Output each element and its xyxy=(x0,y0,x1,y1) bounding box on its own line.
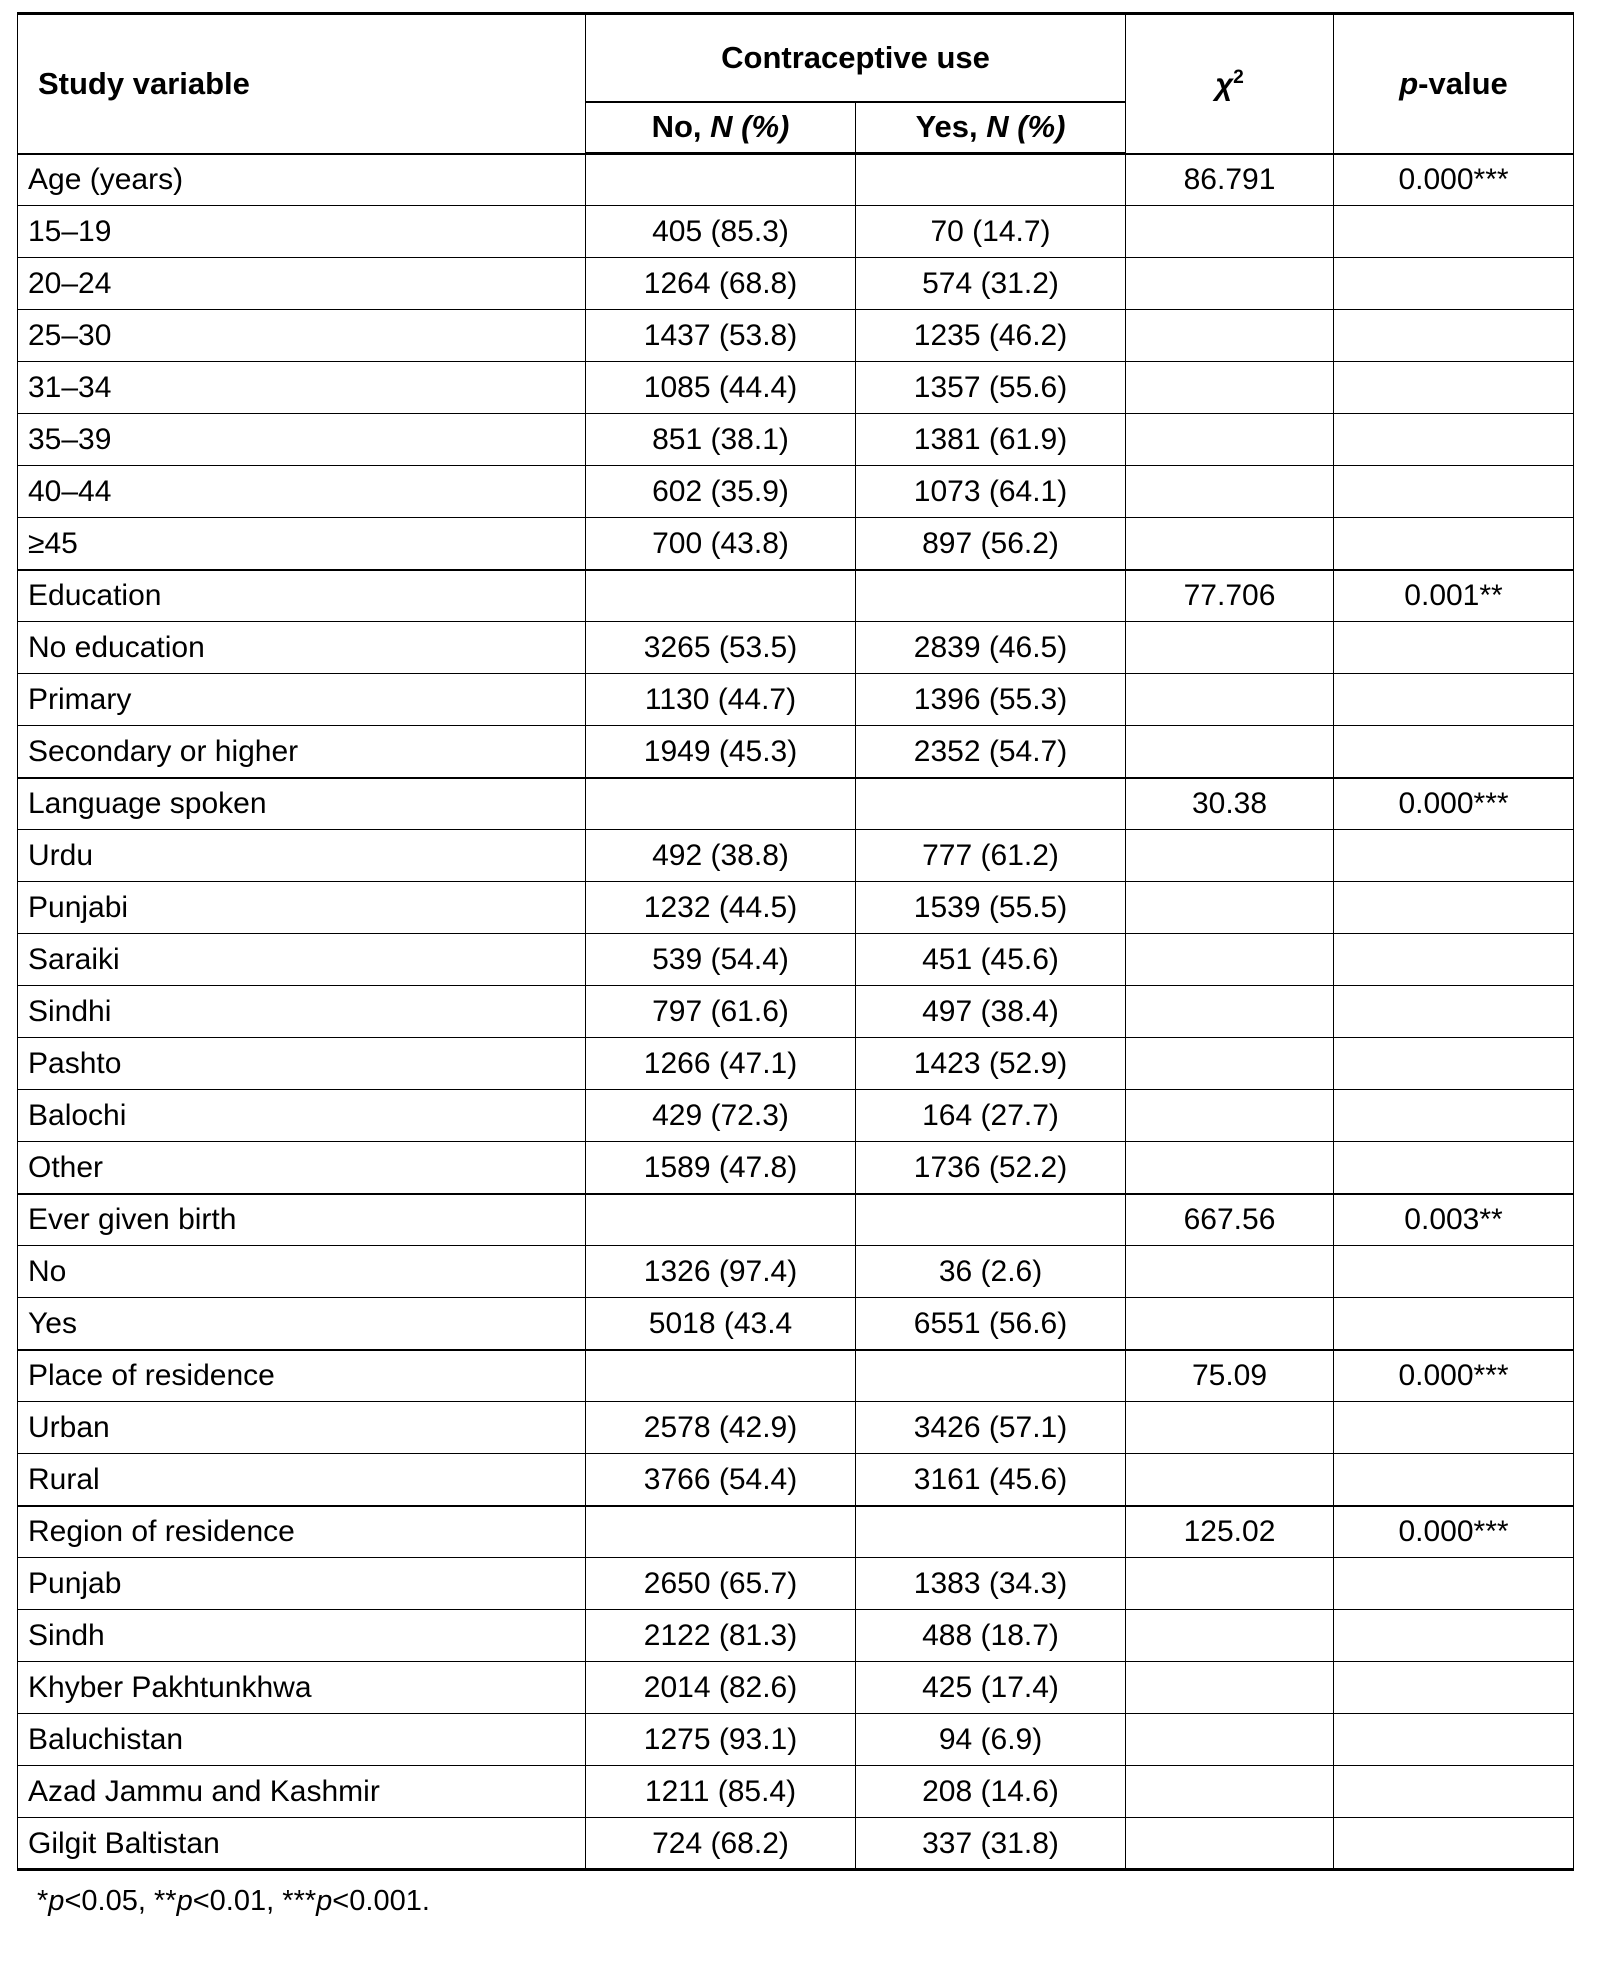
cell-yes: 1736 (52.2) xyxy=(856,1142,1126,1194)
row-sub-label: No xyxy=(18,1246,586,1298)
row-sub-label: Secondary or higher xyxy=(18,726,586,778)
row-sub-label: Urban xyxy=(18,1402,586,1454)
cell-chi xyxy=(1126,1298,1334,1350)
cell-p: 0.000*** xyxy=(1334,778,1574,830)
cell-yes: 2839 (46.5) xyxy=(856,622,1126,674)
row-sub-label: Saraiki xyxy=(18,934,586,986)
cell-p xyxy=(1334,1090,1574,1142)
cell-yes xyxy=(856,778,1126,830)
row-group-label: Ever given birth xyxy=(18,1194,586,1246)
table-row xyxy=(18,934,1574,986)
cell-yes xyxy=(856,1194,1126,1246)
cell-yes: 497 (38.4) xyxy=(856,986,1126,1038)
cell-chi xyxy=(1126,1714,1334,1766)
cell-p xyxy=(1334,1610,1574,1662)
column-header-yes-label: Yes, N (%) xyxy=(915,109,1066,145)
table-row xyxy=(18,1194,1574,1246)
column-header-yes xyxy=(856,102,1126,154)
row-sub-label: 40–44 xyxy=(18,466,586,518)
cell-no: 1437 (53.8) xyxy=(586,310,856,362)
cell-p xyxy=(1334,1714,1574,1766)
cell-yes: 1383 (34.3) xyxy=(856,1558,1126,1610)
cell-no: 3766 (54.4) xyxy=(586,1454,856,1506)
table-row xyxy=(18,1714,1574,1766)
table-footnote: *p<0.05, **p<0.01, ***p<0.001. xyxy=(37,1885,430,1917)
row-group-label: Language spoken xyxy=(18,778,586,830)
cell-p xyxy=(1334,258,1574,310)
row-sub-label: Gilgit Baltistan xyxy=(18,1818,586,1870)
cell-chi xyxy=(1126,726,1334,778)
cell-p xyxy=(1334,1142,1574,1194)
row-sub-label: Balochi xyxy=(18,1090,586,1142)
cell-p xyxy=(1334,934,1574,986)
cell-p xyxy=(1334,1454,1574,1506)
table-row xyxy=(18,778,1574,830)
table-row xyxy=(18,674,1574,726)
table-row xyxy=(18,1766,1574,1818)
cell-no: 1275 (93.1) xyxy=(586,1714,856,1766)
cell-yes: 1423 (52.9) xyxy=(856,1038,1126,1090)
cell-p: 0.000*** xyxy=(1334,154,1574,206)
column-header-p-value xyxy=(1334,14,1574,154)
table-row xyxy=(18,622,1574,674)
header-row-primary xyxy=(18,14,1574,102)
cell-p xyxy=(1334,1298,1574,1350)
table-row xyxy=(18,518,1574,570)
cell-no: 1211 (85.4) xyxy=(586,1766,856,1818)
cell-no xyxy=(586,570,856,622)
row-group-label: Education xyxy=(18,570,586,622)
table-row xyxy=(18,154,1574,206)
cell-no: 700 (43.8) xyxy=(586,518,856,570)
table-row xyxy=(18,1454,1574,1506)
cell-no: 2014 (82.6) xyxy=(586,1662,856,1714)
table-row xyxy=(18,362,1574,414)
table-row xyxy=(18,206,1574,258)
cell-no: 1589 (47.8) xyxy=(586,1142,856,1194)
cell-chi: 667.56 xyxy=(1126,1194,1334,1246)
cell-no xyxy=(586,154,856,206)
column-header-chi-square xyxy=(1126,14,1334,154)
table-row xyxy=(18,414,1574,466)
cell-p xyxy=(1334,1402,1574,1454)
row-sub-label: Khyber Pakhtunkhwa xyxy=(18,1662,586,1714)
cell-no: 1232 (44.5) xyxy=(586,882,856,934)
table-row xyxy=(18,986,1574,1038)
cell-p xyxy=(1334,1818,1574,1870)
cell-no: 851 (38.1) xyxy=(586,414,856,466)
cell-no xyxy=(586,1506,856,1558)
cell-no: 2650 (65.7) xyxy=(586,1558,856,1610)
cell-p xyxy=(1334,1038,1574,1090)
cell-p xyxy=(1334,674,1574,726)
row-sub-label: Sindh xyxy=(18,1610,586,1662)
cell-yes: 1381 (61.9) xyxy=(856,414,1126,466)
cell-no: 492 (38.8) xyxy=(586,830,856,882)
cell-yes xyxy=(856,1350,1126,1402)
cell-no: 3265 (53.5) xyxy=(586,622,856,674)
cell-p xyxy=(1334,310,1574,362)
cell-no: 1085 (44.4) xyxy=(586,362,856,414)
table-row xyxy=(18,1246,1574,1298)
cell-yes: 1235 (46.2) xyxy=(856,310,1126,362)
row-sub-label: Yes xyxy=(18,1298,586,1350)
cell-p xyxy=(1334,1662,1574,1714)
row-sub-label: 25–30 xyxy=(18,310,586,362)
table-row xyxy=(18,1506,1574,1558)
cell-yes: 70 (14.7) xyxy=(856,206,1126,258)
cell-chi xyxy=(1126,1662,1334,1714)
cell-yes: 897 (56.2) xyxy=(856,518,1126,570)
cell-yes xyxy=(856,570,1126,622)
cell-yes: 1357 (55.6) xyxy=(856,362,1126,414)
cell-no: 724 (68.2) xyxy=(586,1818,856,1870)
table-row xyxy=(18,1350,1574,1402)
cell-yes: 3426 (57.1) xyxy=(856,1402,1126,1454)
column-header-no xyxy=(586,102,856,154)
table-header xyxy=(18,14,1574,154)
cell-p: 0.000*** xyxy=(1334,1506,1574,1558)
table-row xyxy=(18,1090,1574,1142)
cell-no: 429 (72.3) xyxy=(586,1090,856,1142)
table-row xyxy=(18,258,1574,310)
column-header-no-label: No, N (%) xyxy=(651,109,790,145)
cell-chi: 77.706 xyxy=(1126,570,1334,622)
cell-yes: 36 (2.6) xyxy=(856,1246,1126,1298)
cell-yes: 488 (18.7) xyxy=(856,1610,1126,1662)
contraceptive-use-table xyxy=(17,12,1574,1871)
cell-chi xyxy=(1126,1454,1334,1506)
cell-yes: 337 (31.8) xyxy=(856,1818,1126,1870)
table-row xyxy=(18,1818,1574,1870)
row-group-label: Age (years) xyxy=(18,154,586,206)
cell-yes: 777 (61.2) xyxy=(856,830,1126,882)
cell-chi xyxy=(1126,882,1334,934)
cell-chi xyxy=(1126,518,1334,570)
row-sub-label: Other xyxy=(18,1142,586,1194)
cell-chi xyxy=(1126,414,1334,466)
cell-no: 1266 (47.1) xyxy=(586,1038,856,1090)
cell-no xyxy=(586,1350,856,1402)
cell-no: 539 (54.4) xyxy=(586,934,856,986)
cell-no: 1264 (68.8) xyxy=(586,258,856,310)
cell-chi xyxy=(1126,310,1334,362)
cell-chi xyxy=(1126,622,1334,674)
cell-p xyxy=(1334,518,1574,570)
cell-p xyxy=(1334,830,1574,882)
cell-chi xyxy=(1126,1090,1334,1142)
cell-yes: 1396 (55.3) xyxy=(856,674,1126,726)
table-row xyxy=(18,726,1574,778)
row-sub-label: 20–24 xyxy=(18,258,586,310)
cell-chi xyxy=(1126,258,1334,310)
cell-yes: 451 (45.6) xyxy=(856,934,1126,986)
table-row xyxy=(18,1610,1574,1662)
row-sub-label: Primary xyxy=(18,674,586,726)
p-value-suffix: -value xyxy=(1418,65,1508,101)
row-sub-label: Urdu xyxy=(18,830,586,882)
cell-chi xyxy=(1126,934,1334,986)
table-row xyxy=(18,1142,1574,1194)
row-sub-label: Sindhi xyxy=(18,986,586,1038)
row-sub-label: Rural xyxy=(18,1454,586,1506)
cell-chi xyxy=(1126,1766,1334,1818)
table-row xyxy=(18,1038,1574,1090)
cell-chi: 30.38 xyxy=(1126,778,1334,830)
cell-no: 2122 (81.3) xyxy=(586,1610,856,1662)
cell-chi xyxy=(1126,1246,1334,1298)
cell-chi xyxy=(1126,362,1334,414)
cell-yes: 164 (27.7) xyxy=(856,1090,1126,1142)
table-row xyxy=(18,1298,1574,1350)
cell-p xyxy=(1334,622,1574,674)
table-row xyxy=(18,882,1574,934)
cell-no: 1326 (97.4) xyxy=(586,1246,856,1298)
row-sub-label: Punjab xyxy=(18,1558,586,1610)
cell-no xyxy=(586,1194,856,1246)
cell-yes: 94 (6.9) xyxy=(856,1714,1126,1766)
cell-chi xyxy=(1126,1610,1334,1662)
cell-yes: 574 (31.2) xyxy=(856,258,1126,310)
cell-no: 1130 (44.7) xyxy=(586,674,856,726)
p-italic: p xyxy=(1399,65,1419,101)
cell-chi xyxy=(1126,1142,1334,1194)
cell-yes: 1073 (64.1) xyxy=(856,466,1126,518)
cell-no: 602 (35.9) xyxy=(586,466,856,518)
cell-p: 0.000*** xyxy=(1334,1350,1574,1402)
chi-superscript: 2 xyxy=(1233,66,1244,88)
row-sub-label: Baluchistan xyxy=(18,1714,586,1766)
cell-p xyxy=(1334,986,1574,1038)
cell-no: 1949 (45.3) xyxy=(586,726,856,778)
cell-no: 5018 (43.4 xyxy=(586,1298,856,1350)
row-sub-label: 15–19 xyxy=(18,206,586,258)
row-sub-label: 35–39 xyxy=(18,414,586,466)
cell-chi xyxy=(1126,466,1334,518)
row-sub-label: No education xyxy=(18,622,586,674)
row-group-label: Place of residence xyxy=(18,1350,586,1402)
cell-chi xyxy=(1126,830,1334,882)
cell-yes: 425 (17.4) xyxy=(856,1662,1126,1714)
cell-no: 797 (61.6) xyxy=(586,986,856,1038)
cell-p xyxy=(1334,414,1574,466)
row-sub-label: Pashto xyxy=(18,1038,586,1090)
row-sub-label: Azad Jammu and Kashmir xyxy=(18,1766,586,1818)
cell-p xyxy=(1334,726,1574,778)
table-body xyxy=(18,154,1574,1870)
table-row xyxy=(18,830,1574,882)
cell-yes xyxy=(856,1506,1126,1558)
cell-p xyxy=(1334,466,1574,518)
table-row xyxy=(18,310,1574,362)
cell-yes: 2352 (54.7) xyxy=(856,726,1126,778)
cell-p: 0.003** xyxy=(1334,1194,1574,1246)
cell-chi xyxy=(1126,1038,1334,1090)
cell-p xyxy=(1334,1766,1574,1818)
column-header-contraceptive-use: Contraceptive use xyxy=(586,14,1126,102)
cell-chi xyxy=(1126,206,1334,258)
cell-p xyxy=(1334,1558,1574,1610)
cell-chi: 86.791 xyxy=(1126,154,1334,206)
cell-chi xyxy=(1126,986,1334,1038)
row-sub-label: Punjabi xyxy=(18,882,586,934)
row-sub-label: ≥45 xyxy=(18,518,586,570)
column-header-study-variable: Study variable xyxy=(18,14,586,154)
cell-chi: 125.02 xyxy=(1126,1506,1334,1558)
cell-p xyxy=(1334,206,1574,258)
cell-chi xyxy=(1126,1818,1334,1870)
cell-no: 2578 (42.9) xyxy=(586,1402,856,1454)
cell-chi xyxy=(1126,1558,1334,1610)
cell-yes: 1539 (55.5) xyxy=(856,882,1126,934)
cell-no: 405 (85.3) xyxy=(586,206,856,258)
cell-no xyxy=(586,778,856,830)
cell-chi: 75.09 xyxy=(1126,1350,1334,1402)
cell-p xyxy=(1334,362,1574,414)
chi-symbol: χ xyxy=(1215,65,1234,101)
table-row xyxy=(18,1558,1574,1610)
cell-chi xyxy=(1126,674,1334,726)
table-row xyxy=(18,1402,1574,1454)
row-group-label: Region of residence xyxy=(18,1506,586,1558)
cell-p: 0.001** xyxy=(1334,570,1574,622)
cell-yes xyxy=(856,154,1126,206)
cell-p xyxy=(1334,1246,1574,1298)
table-row xyxy=(18,466,1574,518)
cell-yes: 208 (14.6) xyxy=(856,1766,1126,1818)
cell-yes: 6551 (56.6) xyxy=(856,1298,1126,1350)
row-sub-label: 31–34 xyxy=(18,362,586,414)
table-row xyxy=(18,1662,1574,1714)
cell-chi xyxy=(1126,1402,1334,1454)
cell-yes: 3161 (45.6) xyxy=(856,1454,1126,1506)
cell-p xyxy=(1334,882,1574,934)
table-row xyxy=(18,570,1574,622)
